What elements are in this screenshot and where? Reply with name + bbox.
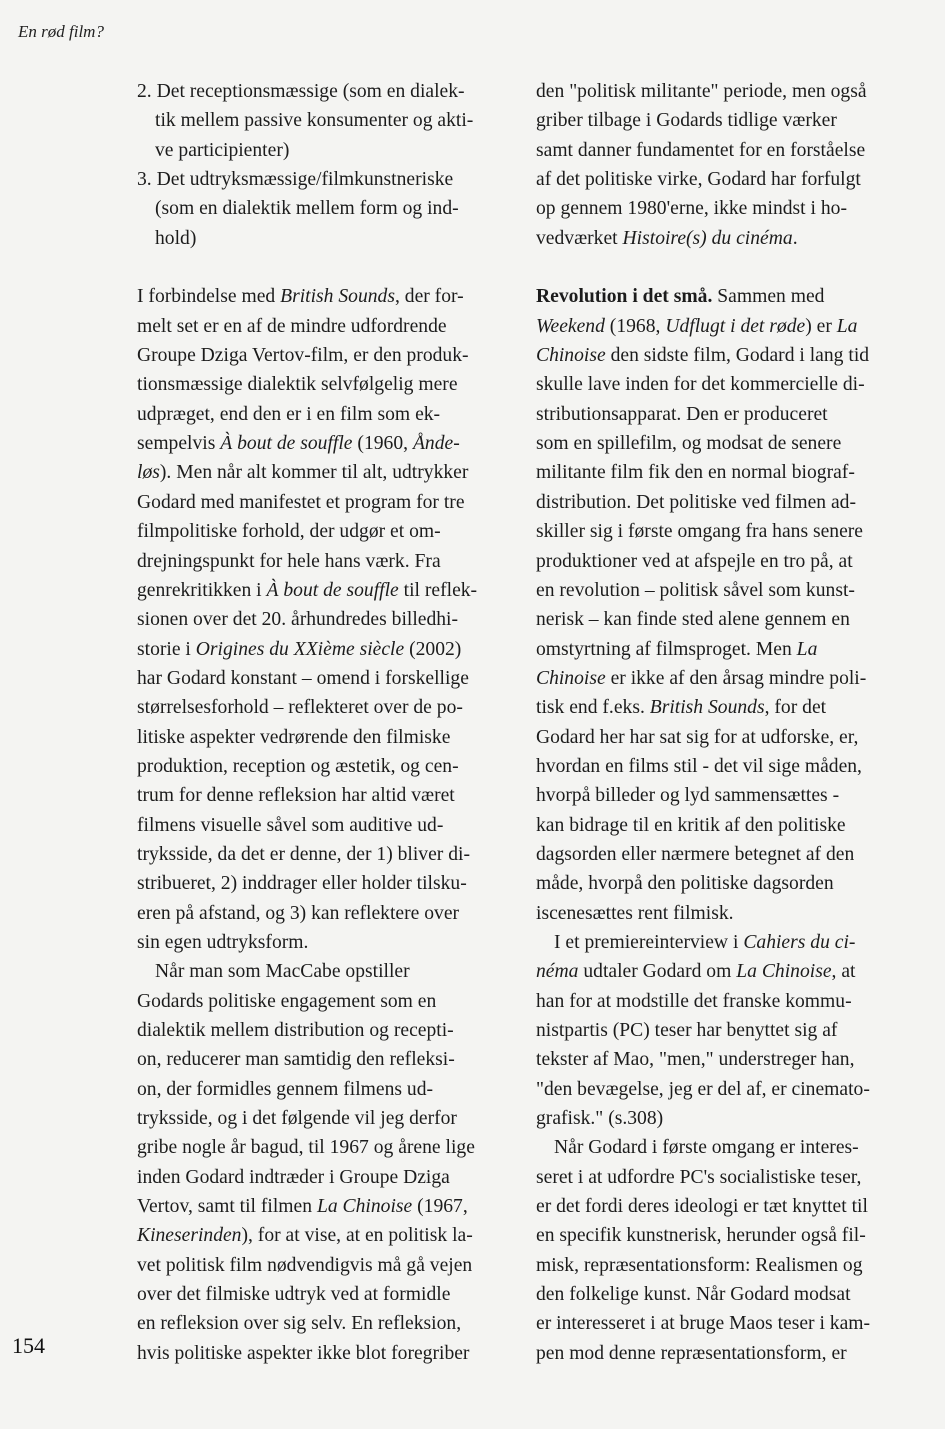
list-item-line: hold) — [155, 227, 197, 249]
text-line: Når Godard i første omgang er interes- — [554, 1137, 859, 1159]
text-line: tisk end f.eks. British Sounds, for det — [536, 697, 827, 719]
text-line: nerisk – kan finde sted alene gennem en — [536, 609, 850, 631]
text-line: måde, hvorpå den politiske dagsorden — [536, 873, 834, 895]
text-line: trum for denne refleksion har altid været — [137, 785, 455, 807]
list-item-line: ve participienter) — [155, 139, 290, 161]
right-column — [536, 77, 906, 1368]
text-line: genrekritikken i À bout de souffle til reflek- — [137, 579, 478, 601]
text-line: tryksside, og i det følgende vil jeg derfor — [137, 1108, 457, 1130]
text-line: er interesseret i at bruge Maos teser i kam- — [536, 1313, 871, 1335]
paragraph — [536, 77, 906, 253]
left-column — [137, 77, 512, 1368]
text-line: over det filmiske udtryk ved at formidle — [137, 1284, 451, 1306]
text-line: er det fordi deres ideologi er tæt knyttet til — [536, 1196, 868, 1218]
text-line: tryksside, da det er denne, der 1) bliver di- — [137, 843, 470, 865]
text-line: filmens visuelle såvel som auditive ud- — [137, 814, 444, 836]
text-line: hvordan en films stil - det vil sige måden, — [536, 755, 862, 777]
text-line: Chinoise den sidste film, Godard i lang tid — [536, 345, 870, 367]
text-line: pen mod denne repræsentationsform, er — [536, 1342, 847, 1364]
text-line: produktion, reception og æstetik, og cen- — [137, 755, 459, 777]
text-line: on, der formidles gennem filmens ud- — [137, 1078, 434, 1100]
text-line: produktioner ved at afspejle en tro på, at — [536, 550, 853, 572]
text-line: seret i at udfordre PC's socialistiske teser, — [536, 1166, 862, 1188]
text-line: vet politisk film nødvendigvis må gå vejen — [137, 1254, 473, 1276]
paragraph — [137, 957, 512, 1368]
text-line: drejningspunkt for hele hans værk. Fra — [137, 550, 441, 572]
text-line: litiske aspekter vedrørende den filmiske — [137, 726, 451, 748]
text-line: I forbindelse med British Sounds, der for- — [137, 286, 464, 308]
text-line: en specifik kunstnerisk, herunder også fil- — [536, 1225, 866, 1247]
text-line: gribe nogle år bagud, til 1967 og årene lige — [137, 1137, 475, 1159]
list-item: 2. Det receptionsmæssige (som en dialek- — [137, 81, 465, 102]
text-line: nistpartis (PC) teser har benyttet sig af — [536, 1020, 838, 1041]
text-line: skiller sig i første omgang fra hans senere — [536, 521, 864, 543]
text-line: néma udtaler Godard om La Chinoise, at — [536, 961, 856, 983]
text-line: iscenesættes rent filmisk. — [536, 902, 734, 924]
paragraph — [137, 282, 512, 957]
text-line: Chinoise er ikke af den årsag mindre poli- — [536, 667, 867, 689]
text-line: Godard her har sat sig for at udforske, er, — [536, 726, 859, 748]
list-item-line: tik mellem passive konsumenter og akti- — [155, 110, 474, 132]
text-line: Når man som MacCabe opstiller — [155, 961, 410, 983]
text-line: vedværket Histoire(s) du cinéma. — [536, 227, 798, 249]
text-line: samt danner fundamentet for en forståelse — [536, 139, 866, 161]
paragraph-gap — [137, 253, 512, 282]
paragraph — [536, 928, 906, 1133]
text-line: griber tilbage i Godards tidlige værker — [536, 110, 837, 132]
text-line: størrelsesforhold – reflekteret over de po- — [137, 697, 463, 719]
text-line: sionen over det 20. århundredes billedhi- — [137, 609, 459, 631]
text-line: skulle lave inden for det kommercielle di- — [536, 374, 865, 396]
text-line: inden Godard indtræder i Groupe Dziga — [137, 1166, 450, 1188]
text-line: eren på afstand, og 3) kan reflektere over — [137, 902, 460, 924]
text-line: on, reducerer man samtidig den refleksi- — [137, 1049, 455, 1071]
text-line: dagsorden eller nærmere betegnet af den — [536, 843, 855, 865]
section-heading: Revolution i det små. — [536, 286, 713, 308]
text-line: en refleksion over sig selv. En refleksion, — [137, 1313, 462, 1335]
text-line: storie i Origines du XXième siècle (2002) — [137, 638, 462, 660]
paragraph-gap — [536, 253, 906, 282]
text-line: misk, repræsentationsform: Realismen og — [536, 1254, 863, 1276]
text-line: hvis politiske aspekter ikke blot foregriber — [137, 1342, 470, 1364]
text-line: Godard med manifestet et program for tre — [137, 491, 465, 513]
text-line: kan bidrage til en kritik af den politiske — [536, 814, 846, 836]
text-line: Kineserinden), for at vise, at en politisk la- — [137, 1225, 473, 1247]
text-line: den folkelige kunst. Når Godard modsat — [536, 1284, 851, 1306]
text-line: løs). Men når alt kommer til alt, udtrykker — [137, 462, 469, 484]
text-line: Groupe Dziga Vertov-film, er den produk- — [137, 345, 469, 367]
text-line: "den bevægelse, jeg er del af, er cinemato- — [536, 1078, 870, 1100]
text-line: han for at modstille det franske kommu- — [536, 990, 852, 1012]
text-line: I et premiereinterview i Cahiers du ci- — [554, 931, 856, 953]
text-line: den "politisk militante" periode, men også — [536, 81, 867, 102]
text-line: stribueret, 2) inddrager eller holder tilsku- — [137, 873, 467, 895]
text-line: Revolution i det små. Sammen med — [536, 286, 825, 308]
text-line: stributionsapparat. Den er produceret — [536, 403, 828, 425]
text-line: dialektik mellem distribution og recepti- — [137, 1020, 454, 1041]
running-title: En rød film? — [18, 22, 104, 41]
text-line: af det politiske virke, Godard har forfulgt — [536, 169, 861, 191]
text-line: sin egen udtryksform. — [137, 931, 309, 953]
list-item-line: (som en dialektik mellem form og ind- — [155, 198, 459, 220]
text-line: militante film fik den en normal biograf- — [536, 462, 855, 484]
text-line: omstyrtning af filmsproget. Men La — [536, 638, 818, 660]
text-line: Godards politiske engagement som en — [137, 990, 437, 1012]
text-line: som en spillefilm, og modsat de senere — [536, 433, 842, 455]
text-line: udpræget, end den er i en film som ek- — [137, 403, 441, 425]
text-line: Weekend (1968, Udflugt i det røde) er La — [536, 315, 858, 337]
list-item: 3. Det udtryksmæssige/filmkunstneriske — [137, 169, 454, 191]
text-line: grafisk." (s.308) — [536, 1108, 664, 1130]
text-line: tionsmæssige dialektik selvfølgelig mere — [137, 374, 458, 396]
text-line: op gennem 1980'erne, ikke mindst i ho- — [536, 198, 847, 220]
text-line: har Godard konstant – omend i forskellige — [137, 667, 469, 689]
page-number: 154 — [12, 1333, 45, 1358]
text-line: distribution. Det politiske ved filmen ad- — [536, 491, 856, 513]
paragraph — [536, 1133, 906, 1368]
text-line: melt set er en af de mindre udfordrende — [137, 315, 447, 337]
section — [536, 282, 906, 928]
text-line: hvorpå billeder og lyd sammensættes - — [536, 785, 840, 807]
text-line: sempelvis À bout de souffle (1960, Ånde- — [137, 433, 460, 455]
text-line: en revolution – politisk såvel som kunst- — [536, 579, 855, 601]
text-line: Vertov, samt til filmen La Chinoise (1967, — [137, 1196, 468, 1218]
text-line: tekster af Mao, "men," understreger han, — [536, 1049, 855, 1071]
text-line: filmpolitiske forhold, der udgør et om- — [137, 521, 441, 543]
